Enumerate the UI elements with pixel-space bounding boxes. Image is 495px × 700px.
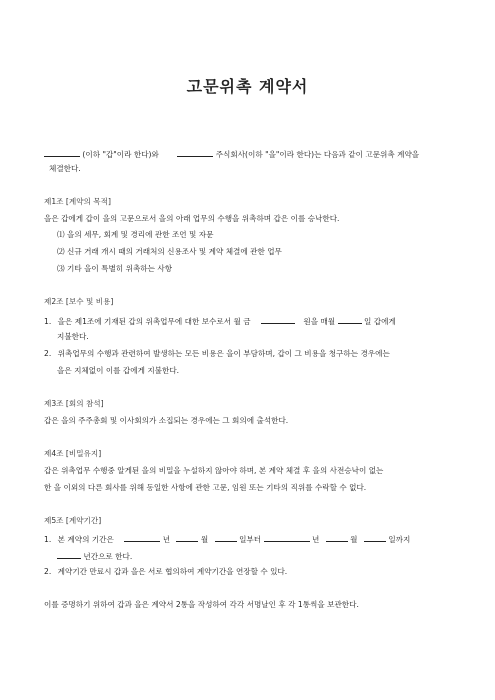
term-years-blank [57, 550, 81, 559]
item-number: 2. [44, 349, 52, 358]
item-text: 을의 세무, 회계 및 경리에 관한 조언 및 자문 [67, 230, 214, 239]
day-label: 일부터 [239, 535, 262, 544]
article-1-body: 을은 갑에게 갑이 을의 고문으로서 을의 아래 업무의 수행을 위촉하며 갑은 이를 승낙한다. [44, 214, 340, 223]
item-marker: ⑴ [57, 230, 65, 239]
item-text: 년간으로 한다. [83, 552, 133, 561]
item-text: 계약기간 만료시 갑과 을은 서로 협의하여 계약기간을 연장할 수 있다. [57, 567, 288, 576]
item-number: 2. [44, 567, 52, 576]
article-5-item-1-line-1 [44, 533, 410, 545]
day-label: 일까지 [388, 535, 411, 544]
item-marker: ⑶ [57, 264, 65, 273]
item-text: 위촉업무의 수행과 관련하여 발생하는 모든 비용은 을이 부담하며, 갑이 그 비용을 청구하는 경우에는 [57, 349, 390, 358]
monthly-fee-blank [261, 315, 295, 324]
year-label: 년 [311, 535, 320, 544]
end-year-blank [264, 533, 310, 542]
end-month-blank [326, 533, 348, 542]
article-2-item-2-line-2: 을은 지체없이 이를 갑에게 지불한다. [57, 366, 180, 375]
start-year-blank [124, 533, 160, 542]
article-3-heading: 제3조 [회의 참석] [44, 399, 104, 408]
article-4-line-1: 갑은 위촉업무 수행중 알게된 을의 비밀을 누설하지 않아야 하며, 본 계약 체결 후 을의 사전승낙이 없는 [44, 466, 384, 475]
payday-blank [338, 315, 362, 324]
article-1-item-3 [57, 264, 172, 274]
start-day-blank [215, 533, 237, 542]
item-number: 1. [44, 317, 52, 326]
item-text: 신규 거래 개시 때의 거래처의 신용조사 및 계약 체결에 관한 업무 [67, 247, 282, 256]
preamble-part-1: (이하 "갑"이라 한다)와 [82, 150, 159, 159]
article-4-line-2: 한 을 이외의 다른 회사를 위해 동일한 사항에 관한 고문, 임원 또는 기타의 직위를 수락할 수 없다. [44, 483, 367, 492]
preamble-line-1 [44, 148, 419, 160]
article-5-item-2 [44, 567, 287, 577]
preamble-line-2: 체결한다. [49, 164, 81, 173]
article-5-heading: 제5조 [계약기간] [44, 516, 102, 525]
document-title: 고문위촉 계약서 [186, 77, 309, 96]
article-4-heading: 제4조 [비밀유지] [44, 449, 102, 458]
year-label: 년 [162, 535, 171, 544]
item-text: 원을 매월 [303, 317, 336, 326]
article-5-item-1-line-2 [57, 550, 132, 562]
party-b-blank [177, 148, 213, 157]
article-2-heading: 제2조 [보수 및 비용] [44, 297, 114, 306]
closing-statement: 이를 증명하기 위하여 갑과 을은 계약서 2통을 작성하여 각각 서명날인 후 각 1통씩을 보관한다. [44, 600, 359, 609]
item-marker: ⑵ [57, 247, 65, 256]
article-2-item-2-line-1 [44, 349, 390, 359]
month-label: 월 [200, 535, 209, 544]
article-1-item-1 [57, 230, 213, 240]
article-1-heading: 제1조 [계약의 목적] [44, 197, 111, 206]
end-day-blank [364, 533, 386, 542]
preamble-part-2: 주식회사(이하 "을"이라 한다)는 다음과 같이 고문위촉 계약을 [215, 150, 420, 159]
item-number: 1. [44, 535, 52, 544]
item-text: 일 갑에게 [363, 317, 396, 326]
article-1-item-2 [57, 247, 282, 257]
month-label: 월 [350, 535, 358, 544]
start-month-blank [176, 533, 198, 542]
article-3-body: 갑은 을의 주주총회 및 이사회의가 소집되는 경우에는 그 회의에 출석한다. [44, 416, 289, 425]
article-2-item-1-line-2: 지불한다. [57, 332, 89, 341]
party-a-blank [44, 148, 80, 157]
item-text: 기타 을이 특별히 위촉하는 사항 [67, 264, 173, 273]
item-text: 본 계약의 기간은 [57, 535, 114, 544]
item-text: 을은 제1조에 기재된 갑의 위촉업무에 대한 보수로서 월 금 [57, 317, 251, 326]
article-2-item-1-line-1 [44, 315, 396, 327]
